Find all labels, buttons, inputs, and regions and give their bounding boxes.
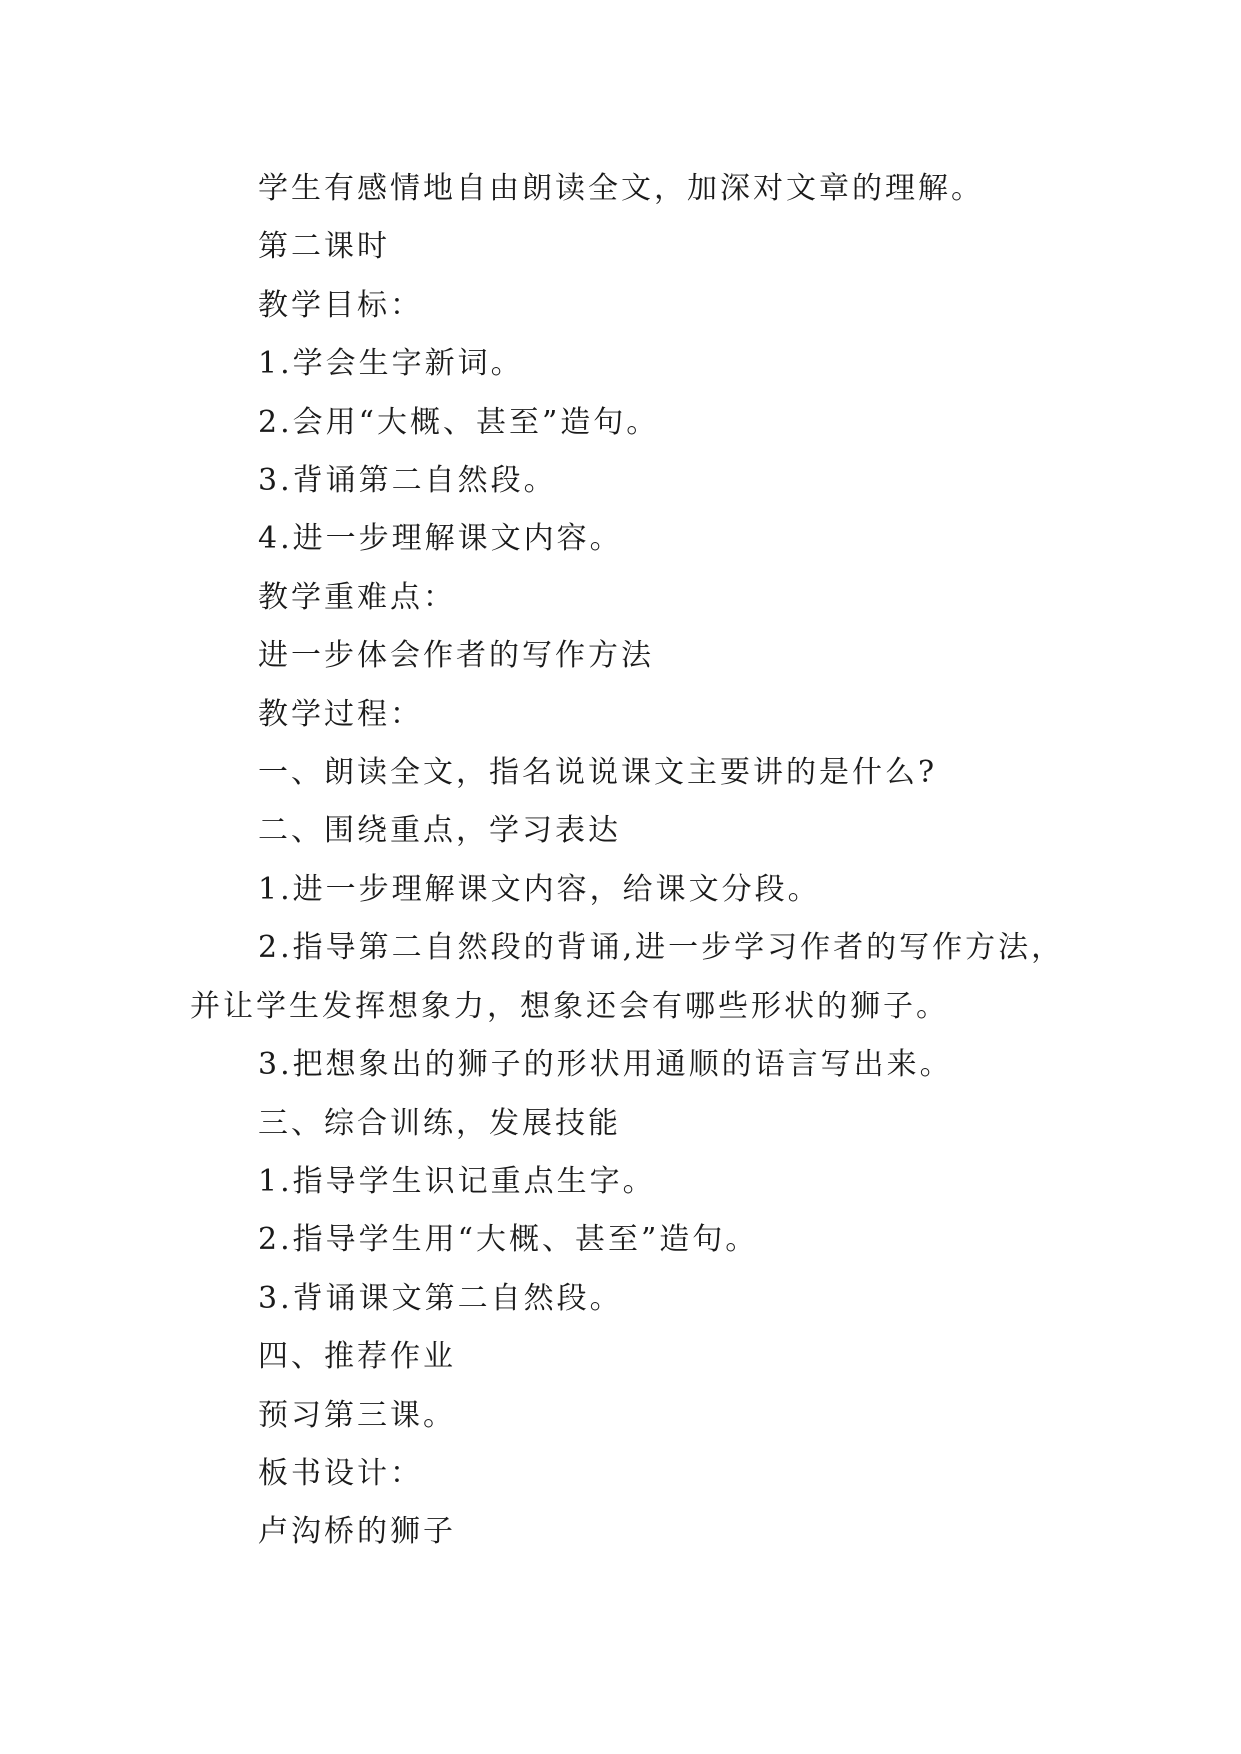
step-heading: 四、推荐作业 [258, 1339, 456, 1375]
list-item: 4.进一步理解课文内容。 [258, 521, 623, 557]
step-heading: 一、朗读全文，指名说说课文主要讲的是什么? [258, 755, 938, 791]
paragraph: 卢沟桥的狮子 [258, 1514, 456, 1550]
list-item: 2.指导学生用“大概、甚至”造句。 [258, 1222, 759, 1258]
list-item: 1.指导学生识记重点生字。 [258, 1163, 656, 1199]
section-heading: 教学目标： [258, 287, 423, 323]
list-item: 1.学会生字新词。 [258, 346, 524, 382]
step-heading: 二、围绕重点，学习表达 [258, 813, 621, 849]
lesson-heading: 第二课时 [258, 229, 390, 265]
section-heading: 教学重难点： [258, 579, 456, 615]
paragraph: 学生有感情地自由朗读全文，加深对文章的理解。 [258, 171, 984, 206]
paragraph: 进一步体会作者的写作方法 [258, 638, 654, 674]
list-item: 3.背诵课文第二自然段。 [258, 1280, 623, 1316]
document-body [190, 160, 1070, 1562]
section-heading: 板书设计： [258, 1455, 423, 1491]
list-item: 1.进一步理解课文内容，给课文分段。 [258, 871, 821, 907]
list-item: 2.会用“大概、甚至”造句。 [258, 404, 660, 440]
paragraph: 预习第三课。 [258, 1397, 456, 1433]
list-item: 3.把想象出的狮子的形状用通顺的语言写出来。 [258, 1047, 953, 1083]
section-heading: 教学过程： [258, 696, 423, 732]
list-item: 2.指导第二自然段的背诵,进一步学习作者的写作方法，并让学生发挥想象力，想象还会有哪些形状的狮子。 [190, 930, 1065, 1024]
step-heading: 三、综合训练，发展技能 [258, 1105, 621, 1141]
list-item: 3.背诵第二自然段。 [258, 463, 557, 499]
